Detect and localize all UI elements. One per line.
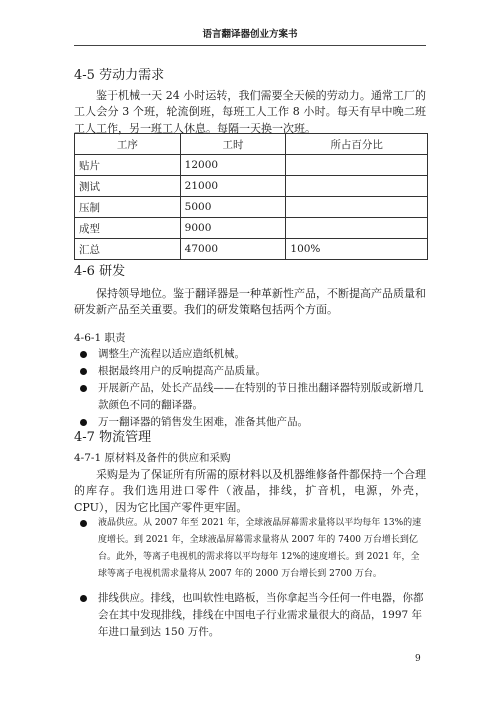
table-cell: 47000 bbox=[180, 239, 286, 260]
labor-table bbox=[74, 133, 428, 260]
list-item: 排线供应。排线，也叫软性电路板，当你拿起当今任何一件电器，你都会在其中发现排线，排线在中国电子行业需求量很大的商品，1997 年年进口量到达 150 万件。 bbox=[74, 590, 426, 641]
table-row bbox=[75, 176, 428, 197]
bullet-icon bbox=[80, 419, 87, 426]
table-header-cell: 所占百分比 bbox=[286, 134, 428, 155]
page-number: 9 bbox=[415, 654, 421, 664]
paragraph-rnd: 保持领导地位。鉴于翻译器是一种革新性产品，不断提高产品质量和研发新产品至关重要。我们的研发策略包括两个方面。 bbox=[74, 287, 426, 317]
table-row bbox=[75, 239, 428, 260]
list-item: 调整生产流程以适应造纸机械。 bbox=[74, 346, 426, 363]
duties-list bbox=[74, 346, 426, 431]
table-cell: 压制 bbox=[75, 197, 181, 218]
heading-4-7-1: 4-7-1 原材料及备件的供应和采购 bbox=[74, 452, 231, 464]
table-cell: 测试 bbox=[75, 176, 181, 197]
paragraph-procurement: 采购是为了保证所有所需的原材料以及机器维修备件都保持一个合理的库存。我们选用进口零件（液晶，排线，扩音机，电源，外壳，CPU），因为它比国产零件更牢固。 bbox=[74, 468, 426, 514]
table-cell: 汇总 bbox=[75, 239, 181, 260]
bullet-icon bbox=[80, 520, 87, 527]
table-cell bbox=[286, 176, 428, 197]
supply-list-cable bbox=[74, 590, 426, 641]
table-row bbox=[75, 218, 428, 239]
heading-4-6: 4-6 研发 bbox=[74, 264, 126, 279]
table-row bbox=[75, 197, 428, 218]
table-header-cell: 工时 bbox=[180, 134, 286, 155]
page-header-title: 语言翻译器创业方案书 bbox=[202, 29, 298, 40]
table-cell bbox=[286, 197, 428, 218]
table-row bbox=[75, 155, 428, 176]
bullet-icon bbox=[80, 351, 87, 358]
list-item: 开展新产品，处长产品线——在特别的节日推出翻译器特别版或新增几款颜色不同的翻译器。 bbox=[74, 380, 426, 414]
table-cell bbox=[286, 155, 428, 176]
paragraph-labor: 鉴于机械一天 24 小时运转，我们需要全天候的劳动力。通常工厂的工人会分 3 个班，轮流倒班，每班工人工作 8 小时。每天有早中晚二班工人工作，另一班工人休息。每隔一天换一次班。 bbox=[74, 89, 426, 135]
table-cell: 9000 bbox=[180, 218, 286, 239]
bullet-icon bbox=[80, 385, 87, 392]
table-cell: 成型 bbox=[75, 218, 181, 239]
list-item: 液晶供应。从 2007 年至 2021 年，全球液晶屏幕需求量将以平均每年 13%的速度增长。到 2021 年，全球液晶屏幕需求量将从 2007 年的 7400 万台增长到亿台。此外，等离子电视机的需求将以平均每年 12%的速度增长。到 2021 年，全球等离子电视机需求量将从 2007 年的 2000 万台增长到 2700 万台。 bbox=[74, 515, 426, 583]
table-cell: 贴片 bbox=[75, 155, 181, 176]
table-header-cell: 工序 bbox=[75, 134, 181, 155]
header-rule bbox=[74, 45, 426, 46]
bullet-icon bbox=[80, 368, 87, 375]
supply-list bbox=[74, 515, 426, 583]
table-cell: 12000 bbox=[180, 155, 286, 176]
heading-4-6-1: 4-6-1 职责 bbox=[74, 332, 126, 344]
table-header-row bbox=[75, 134, 428, 155]
list-item: 根据最终用户的反响提高产品质量。 bbox=[74, 363, 426, 380]
bullet-icon bbox=[80, 595, 87, 602]
table-cell: 21000 bbox=[180, 176, 286, 197]
table-cell bbox=[286, 218, 428, 239]
heading-4-5: 4-5 劳动力需求 bbox=[74, 68, 165, 83]
table-cell: 100% bbox=[286, 239, 428, 260]
table-cell: 5000 bbox=[180, 197, 286, 218]
list-item: 万一翻译器的销售发生困难，准备其他产品。 bbox=[74, 414, 426, 431]
heading-4-7: 4-7 物流管理 bbox=[74, 430, 152, 445]
